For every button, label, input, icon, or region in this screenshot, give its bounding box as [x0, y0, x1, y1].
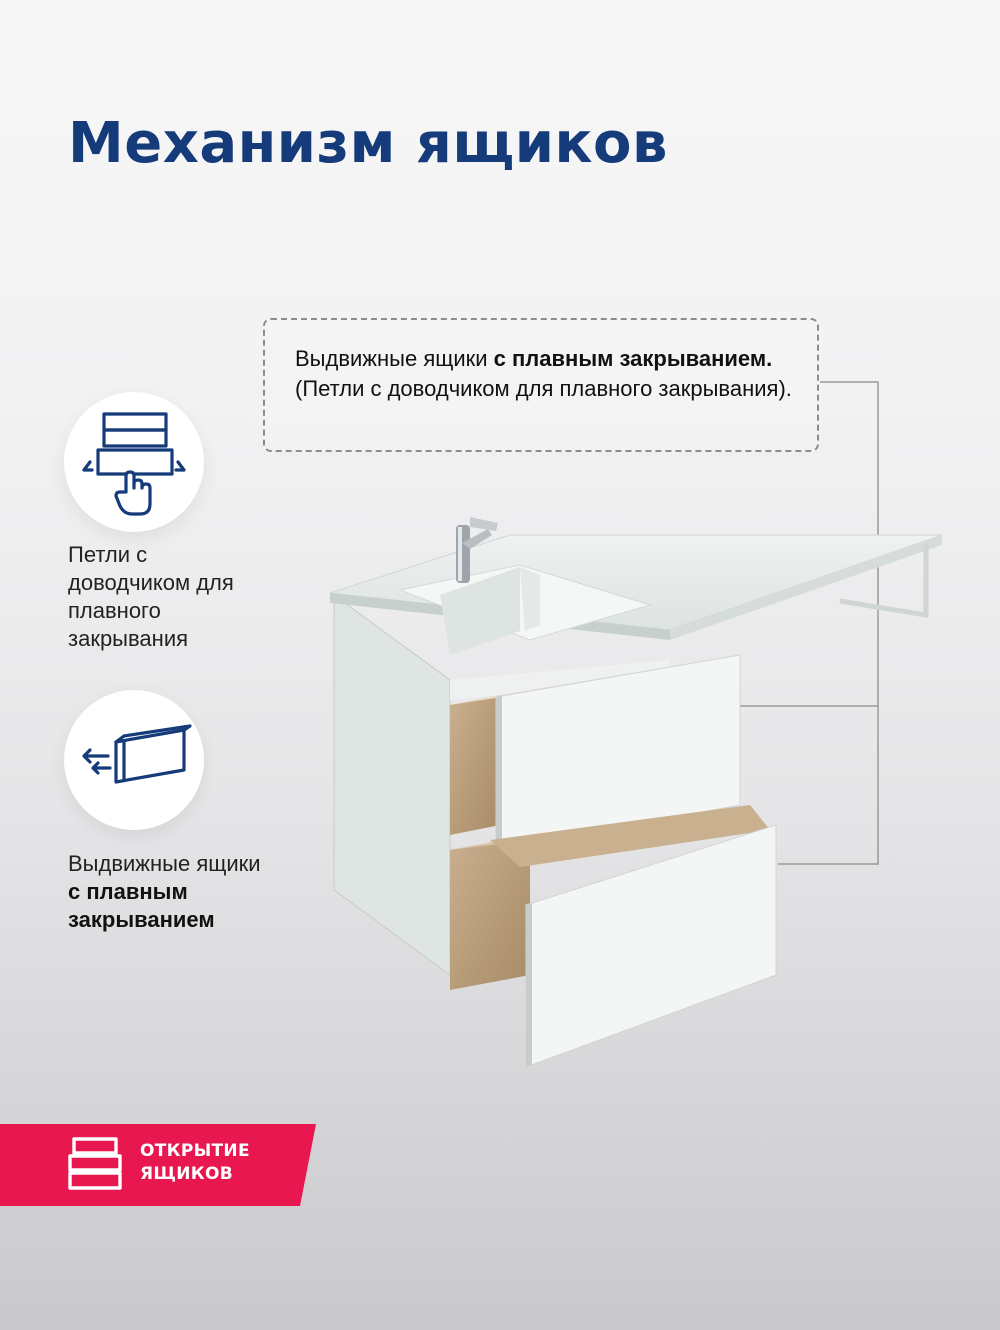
feature-text-1: Петли с доводчиком для плавного закрывания: [68, 542, 234, 651]
drawer-slide-icon: [64, 690, 204, 830]
feature-icon-circle-2: [64, 690, 204, 830]
feature-icon-circle-1: [64, 392, 204, 532]
drawers-icon: [68, 1136, 122, 1192]
callout-text: Выдвижные ящики с плавным закрыванием. (Петли с доводчиком для плавного закрывания).: [295, 346, 792, 401]
feature-callout-box: [263, 318, 819, 452]
feature-text-2: Выдвижные ящики с плавным закрыванием: [68, 851, 261, 932]
vanity-cabinet-image: [330, 505, 950, 1095]
drawer-open-hand-icon: [64, 392, 204, 532]
drawer-opening-label: ОТКРЫТИЕ ЯЩИКОВ: [140, 1141, 250, 1184]
page-title: Механизм ящиков: [68, 111, 668, 176]
